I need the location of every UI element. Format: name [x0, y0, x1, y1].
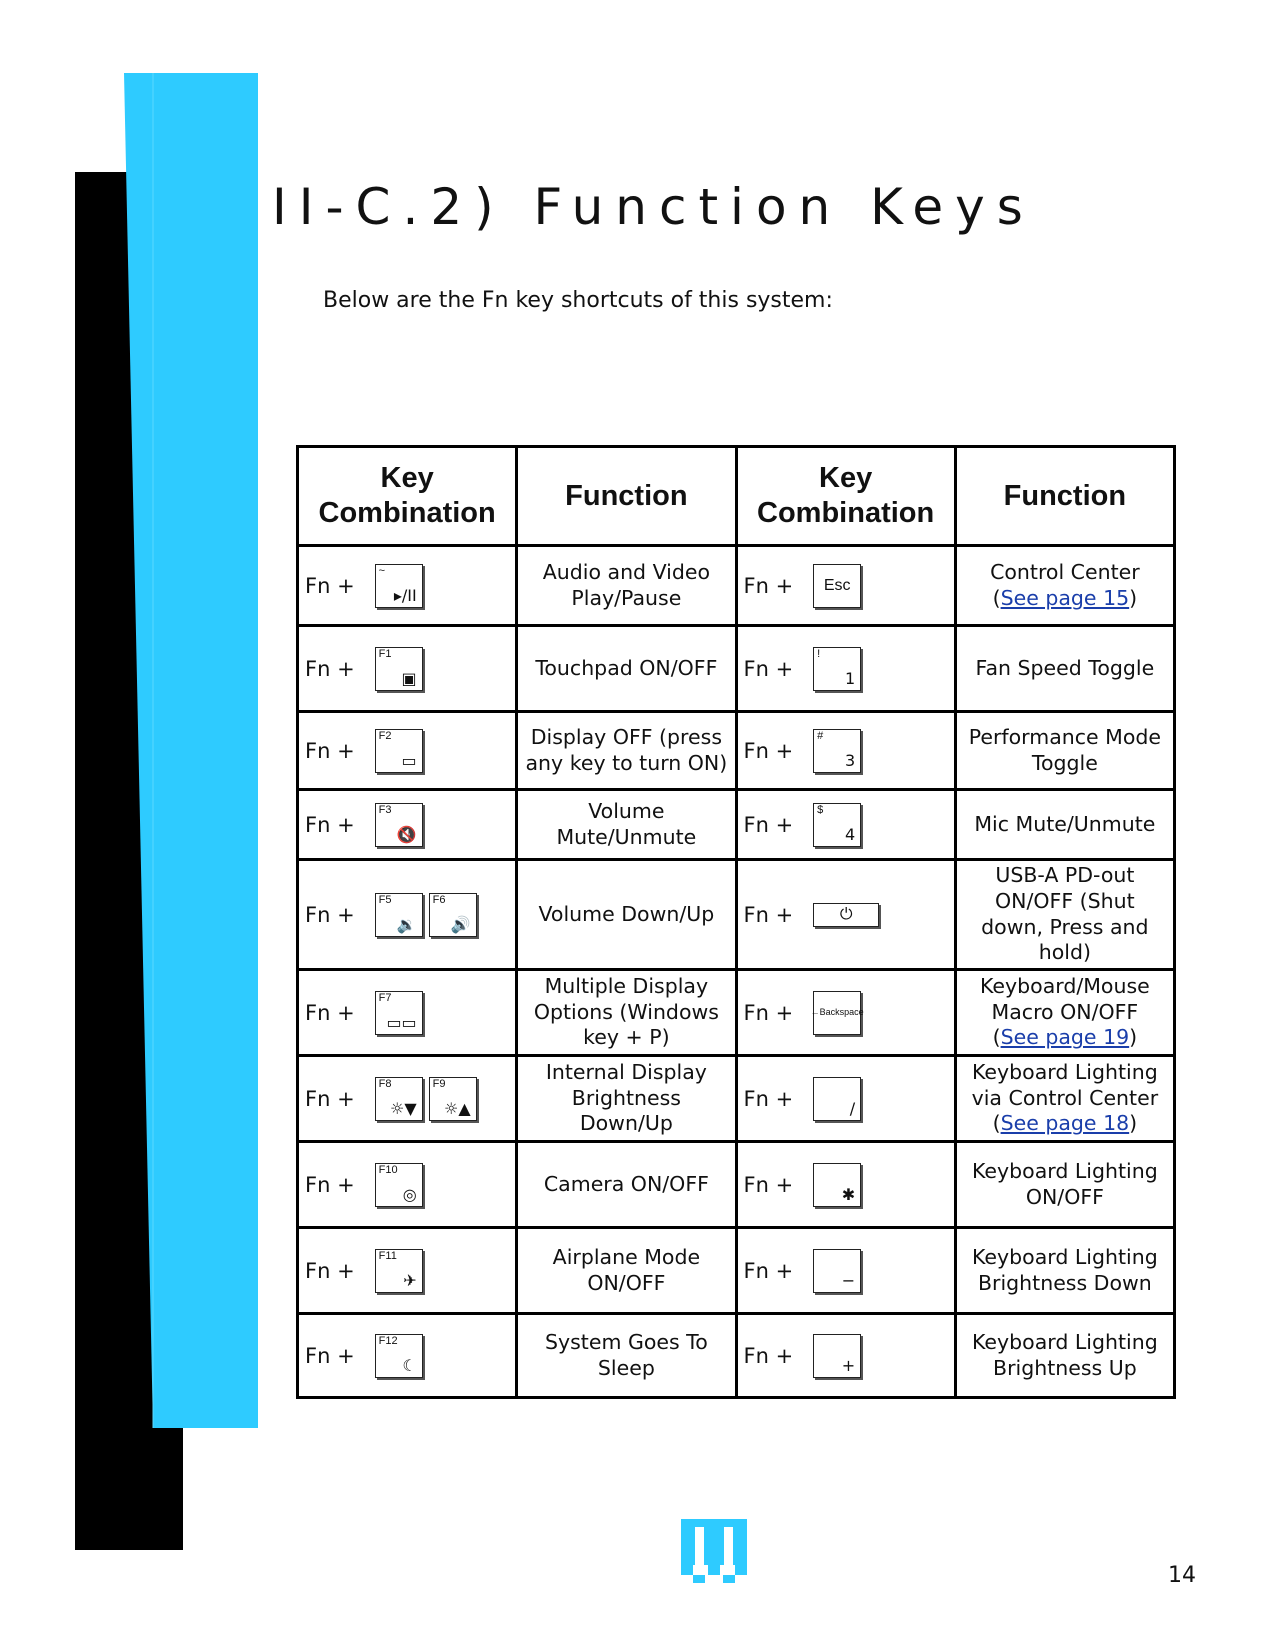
fn-shortcut-table: [296, 445, 1176, 1399]
fn-plus-label: Fn +: [743, 1172, 794, 1197]
keycap-icon: [375, 647, 423, 691]
function-cell: [955, 1314, 1174, 1398]
table-row: [298, 860, 1175, 970]
keycap-icon: [375, 1334, 423, 1378]
key-combination: [738, 647, 954, 691]
function-label: Touchpad ON/OFF: [535, 655, 718, 680]
function-cell: Keyboard/Mouse Macro ON/OFF (See page 19): [955, 970, 1174, 1056]
table-row: [298, 970, 1175, 1056]
fn-plus-label: Fn +: [743, 1258, 794, 1283]
keycap-icon: [813, 564, 861, 608]
keycap-symbol: 4: [844, 824, 856, 844]
key-combination: [299, 647, 515, 691]
key-combination-cell: [736, 970, 955, 1056]
fn-plus-label: Fn +: [305, 573, 355, 598]
keycap-symbol: +: [841, 1355, 856, 1375]
fn-plus-label: Fn +: [743, 1086, 794, 1111]
keycap-top-label: F3: [378, 803, 392, 816]
see-page-link[interactable]: See page 19: [1000, 1025, 1130, 1050]
key-combination-cell: [298, 626, 517, 712]
key-combination: [299, 1249, 515, 1293]
keycap-top-label: F9: [432, 1077, 446, 1090]
function-cell: [955, 860, 1174, 970]
keycap-top-label: F2: [378, 729, 392, 742]
keycap-symbol: ▣: [401, 668, 417, 688]
intro-text: Below are the Fn key shortcuts of this system:: [323, 288, 833, 313]
keycap-label: ←Backspace: [810, 1007, 864, 1017]
fn-plus-label: Fn +: [305, 656, 355, 681]
fn-plus-label: Fn +: [305, 1343, 355, 1368]
keycap-icon: [375, 803, 423, 847]
fn-plus-label: Fn +: [743, 738, 794, 763]
keycap-icon: [375, 1249, 423, 1293]
function-cell: [517, 712, 736, 790]
key-combination-cell: [736, 860, 955, 970]
fn-plus-label: Fn +: [305, 738, 355, 763]
key-combination-cell: [298, 1056, 517, 1142]
function-cell: [517, 1056, 736, 1142]
function-label: Display OFF (press any key to turn ON): [525, 724, 728, 775]
fn-plus-label: Fn +: [305, 1172, 355, 1197]
header-function: Function: [517, 447, 736, 546]
key-combination-cell: [736, 1142, 955, 1228]
key-combination-cell: [736, 712, 955, 790]
table-row: [298, 1142, 1175, 1228]
keycap-icon: [375, 1163, 423, 1207]
fn-plus-label: Fn +: [305, 902, 355, 927]
key-combination: [738, 729, 954, 773]
key-combination-cell: [736, 1228, 955, 1314]
key-combination: [738, 803, 954, 847]
keycap-symbol: ▭: [401, 750, 417, 770]
fn-plus-label: Fn +: [743, 1343, 794, 1368]
key-combination: [738, 1249, 954, 1293]
fn-plus-label: Fn +: [305, 812, 355, 837]
keycap-icon: [813, 803, 861, 847]
decorative-blue-bar: [0, 0, 270, 1450]
see-page-link[interactable]: See page 15: [1000, 585, 1130, 610]
function-label: Audio and Video Play/Pause: [542, 559, 711, 610]
key-combination: [299, 1163, 515, 1207]
function-label: Fan Speed Toggle: [975, 655, 1155, 680]
function-label: Volume Down/Up: [538, 901, 715, 926]
page-title: II-C.2) Function Keys: [272, 178, 1035, 236]
keycap-top-label: F10: [378, 1163, 398, 1176]
function-cell: [517, 970, 736, 1056]
key-combination-cell: [736, 790, 955, 860]
function-cell: [955, 790, 1174, 860]
keycap-icon: [813, 1249, 861, 1293]
fn-plus-label: Fn +: [305, 1258, 355, 1283]
keycap-top-label: F11: [378, 1249, 397, 1262]
keycap-top-label: !: [817, 647, 821, 660]
function-cell: [517, 860, 736, 970]
function-label: Internal Display Brightness Down/Up: [545, 1060, 707, 1136]
table-row: [298, 546, 1175, 626]
function-cell: [955, 712, 1174, 790]
function-label: Camera ON/OFF: [543, 1171, 709, 1196]
keycap-top-label: $: [817, 803, 824, 816]
keycap-symbol: ☾: [402, 1355, 417, 1375]
fn-plus-label: Fn +: [305, 1000, 355, 1025]
keycap-icon: [375, 564, 423, 608]
key-combination: [738, 991, 954, 1035]
fn-plus-label: Fn +: [743, 1000, 794, 1025]
function-label: System Goes To Sleep: [544, 1329, 708, 1380]
keycap-symbol: ✱: [841, 1184, 856, 1204]
keycap-top-label: F5: [378, 893, 392, 906]
key-combination-cell: [298, 970, 517, 1056]
keycap-icon: [810, 991, 864, 1035]
function-cell: [517, 1228, 736, 1314]
function-cell: Control Center (See page 15): [955, 546, 1174, 626]
key-combination: [299, 729, 515, 773]
keycap-icon: [375, 729, 423, 773]
function-label: Multiple Display Options (Windows key + P): [533, 974, 719, 1050]
function-label: Keyboard Lighting Brightness Down: [972, 1244, 1158, 1295]
keycap-symbol: ☼▲: [444, 1098, 471, 1118]
function-label: Keyboard Lighting via Control Center: [971, 1060, 1159, 1110]
keycap-icon: [375, 893, 423, 937]
keycap-icon: [813, 647, 861, 691]
fn-plus-label: Fn +: [305, 1086, 355, 1111]
key-combination-cell: [298, 790, 517, 860]
function-label: Volume Mute/Unmute: [556, 798, 697, 849]
key-combination-cell: [298, 1228, 517, 1314]
function-label: Control Center: [990, 559, 1140, 584]
key-combination: [299, 991, 515, 1035]
keycap-top-label: F12: [378, 1334, 398, 1347]
keycap-top-label: ~: [378, 564, 386, 577]
keycap-icon: [813, 903, 879, 927]
keycap-icon: [375, 991, 423, 1035]
key-combination: [299, 893, 515, 937]
function-label: Airplane Mode ON/OFF: [552, 1244, 701, 1295]
key-combination: [299, 803, 515, 847]
function-label: USB-A PD-out ON/OFF (Shut down, Press and hold): [981, 863, 1149, 965]
header-key-combination: Key Combination: [298, 447, 517, 546]
keycap-symbol: 🔉: [396, 914, 417, 934]
table-row: [298, 626, 1175, 712]
key-combination: [738, 564, 954, 608]
function-cell: [955, 626, 1174, 712]
keycap-symbol: ☼▼: [390, 1098, 417, 1118]
key-combination-cell: [298, 860, 517, 970]
keycap-top-label: F6: [432, 893, 446, 906]
function-cell: [517, 1314, 736, 1398]
function-label: Performance Mode Toggle: [968, 724, 1162, 775]
function-label: Keyboard Lighting ON/OFF: [972, 1158, 1158, 1209]
table-row: [298, 712, 1175, 790]
keycap-icon: [429, 893, 477, 937]
keycap-top-label: F7: [378, 991, 392, 1004]
key-combination-cell: [298, 546, 517, 626]
see-page-link[interactable]: See page 18: [1000, 1111, 1130, 1136]
keycap-symbol: ◎: [402, 1184, 417, 1204]
key-combination: [299, 564, 515, 608]
function-label: Keyboard Lighting Brightness Up: [972, 1329, 1158, 1380]
keycap-symbol: ▸/II: [393, 585, 417, 605]
keycap-icon: [813, 1077, 861, 1121]
table-header-row: [298, 447, 1175, 546]
key-combination: [738, 903, 954, 927]
keycap-icon: [813, 729, 861, 773]
key-combination: [738, 1077, 954, 1121]
page-number: 14: [1168, 1563, 1196, 1588]
fn-plus-label: Fn +: [743, 902, 794, 927]
keycap-top-label: F1: [378, 647, 392, 660]
keycap-symbol: ▭▭: [386, 1012, 417, 1032]
key-combination-cell: [298, 1142, 517, 1228]
keycap-label: Esc: [823, 576, 851, 594]
function-cell: [517, 1142, 736, 1228]
keycap-symbol: 🔊: [450, 914, 471, 934]
key-combination-cell: [736, 1056, 955, 1142]
keycap-icon: [813, 1334, 861, 1378]
keycap-symbol: 3: [844, 750, 856, 770]
keycap-top-label: #: [817, 729, 824, 742]
fn-plus-label: Fn +: [743, 812, 794, 837]
key-combination-cell: [736, 546, 955, 626]
keycap-symbol: −: [841, 1270, 856, 1290]
key-combination-cell: [736, 1314, 955, 1398]
function-cell: [517, 546, 736, 626]
table-row: [298, 1314, 1175, 1398]
function-cell: [955, 1142, 1174, 1228]
keycap-symbol: ✈: [403, 1270, 417, 1290]
function-cell: [517, 790, 736, 860]
key-combination-cell: [298, 712, 517, 790]
function-cell: [955, 1228, 1174, 1314]
keycap-symbol: 🔇: [396, 824, 417, 844]
keycap-symbol: /: [849, 1098, 856, 1118]
keycap-top-label: F8: [378, 1077, 392, 1090]
header-key-combination: Key Combination: [736, 447, 955, 546]
keycap-label: ⏻: [839, 905, 853, 923]
keycap-icon: [813, 1163, 861, 1207]
keycap-symbol: 1: [844, 668, 856, 688]
function-label: Keyboard/Mouse Macro ON/OFF: [979, 974, 1150, 1024]
function-label: Mic Mute/Unmute: [974, 811, 1156, 836]
keycap-icon: [375, 1077, 423, 1121]
function-cell: [517, 626, 736, 712]
keycap-icon: [429, 1077, 477, 1121]
function-cell: Keyboard Lighting via Control Center (See page 18): [955, 1056, 1174, 1142]
header-function: Function: [955, 447, 1174, 546]
table-row: [298, 1228, 1175, 1314]
table-row: [298, 1056, 1175, 1142]
key-combination: [299, 1334, 515, 1378]
table-row: [298, 790, 1175, 860]
fn-plus-label: Fn +: [743, 656, 794, 681]
brand-logo: [681, 1519, 747, 1583]
key-combination: [299, 1077, 515, 1121]
key-combination: [738, 1334, 954, 1378]
fn-plus-label: Fn +: [743, 573, 794, 598]
key-combination-cell: [736, 626, 955, 712]
key-combination: [738, 1163, 954, 1207]
key-combination-cell: [298, 1314, 517, 1398]
